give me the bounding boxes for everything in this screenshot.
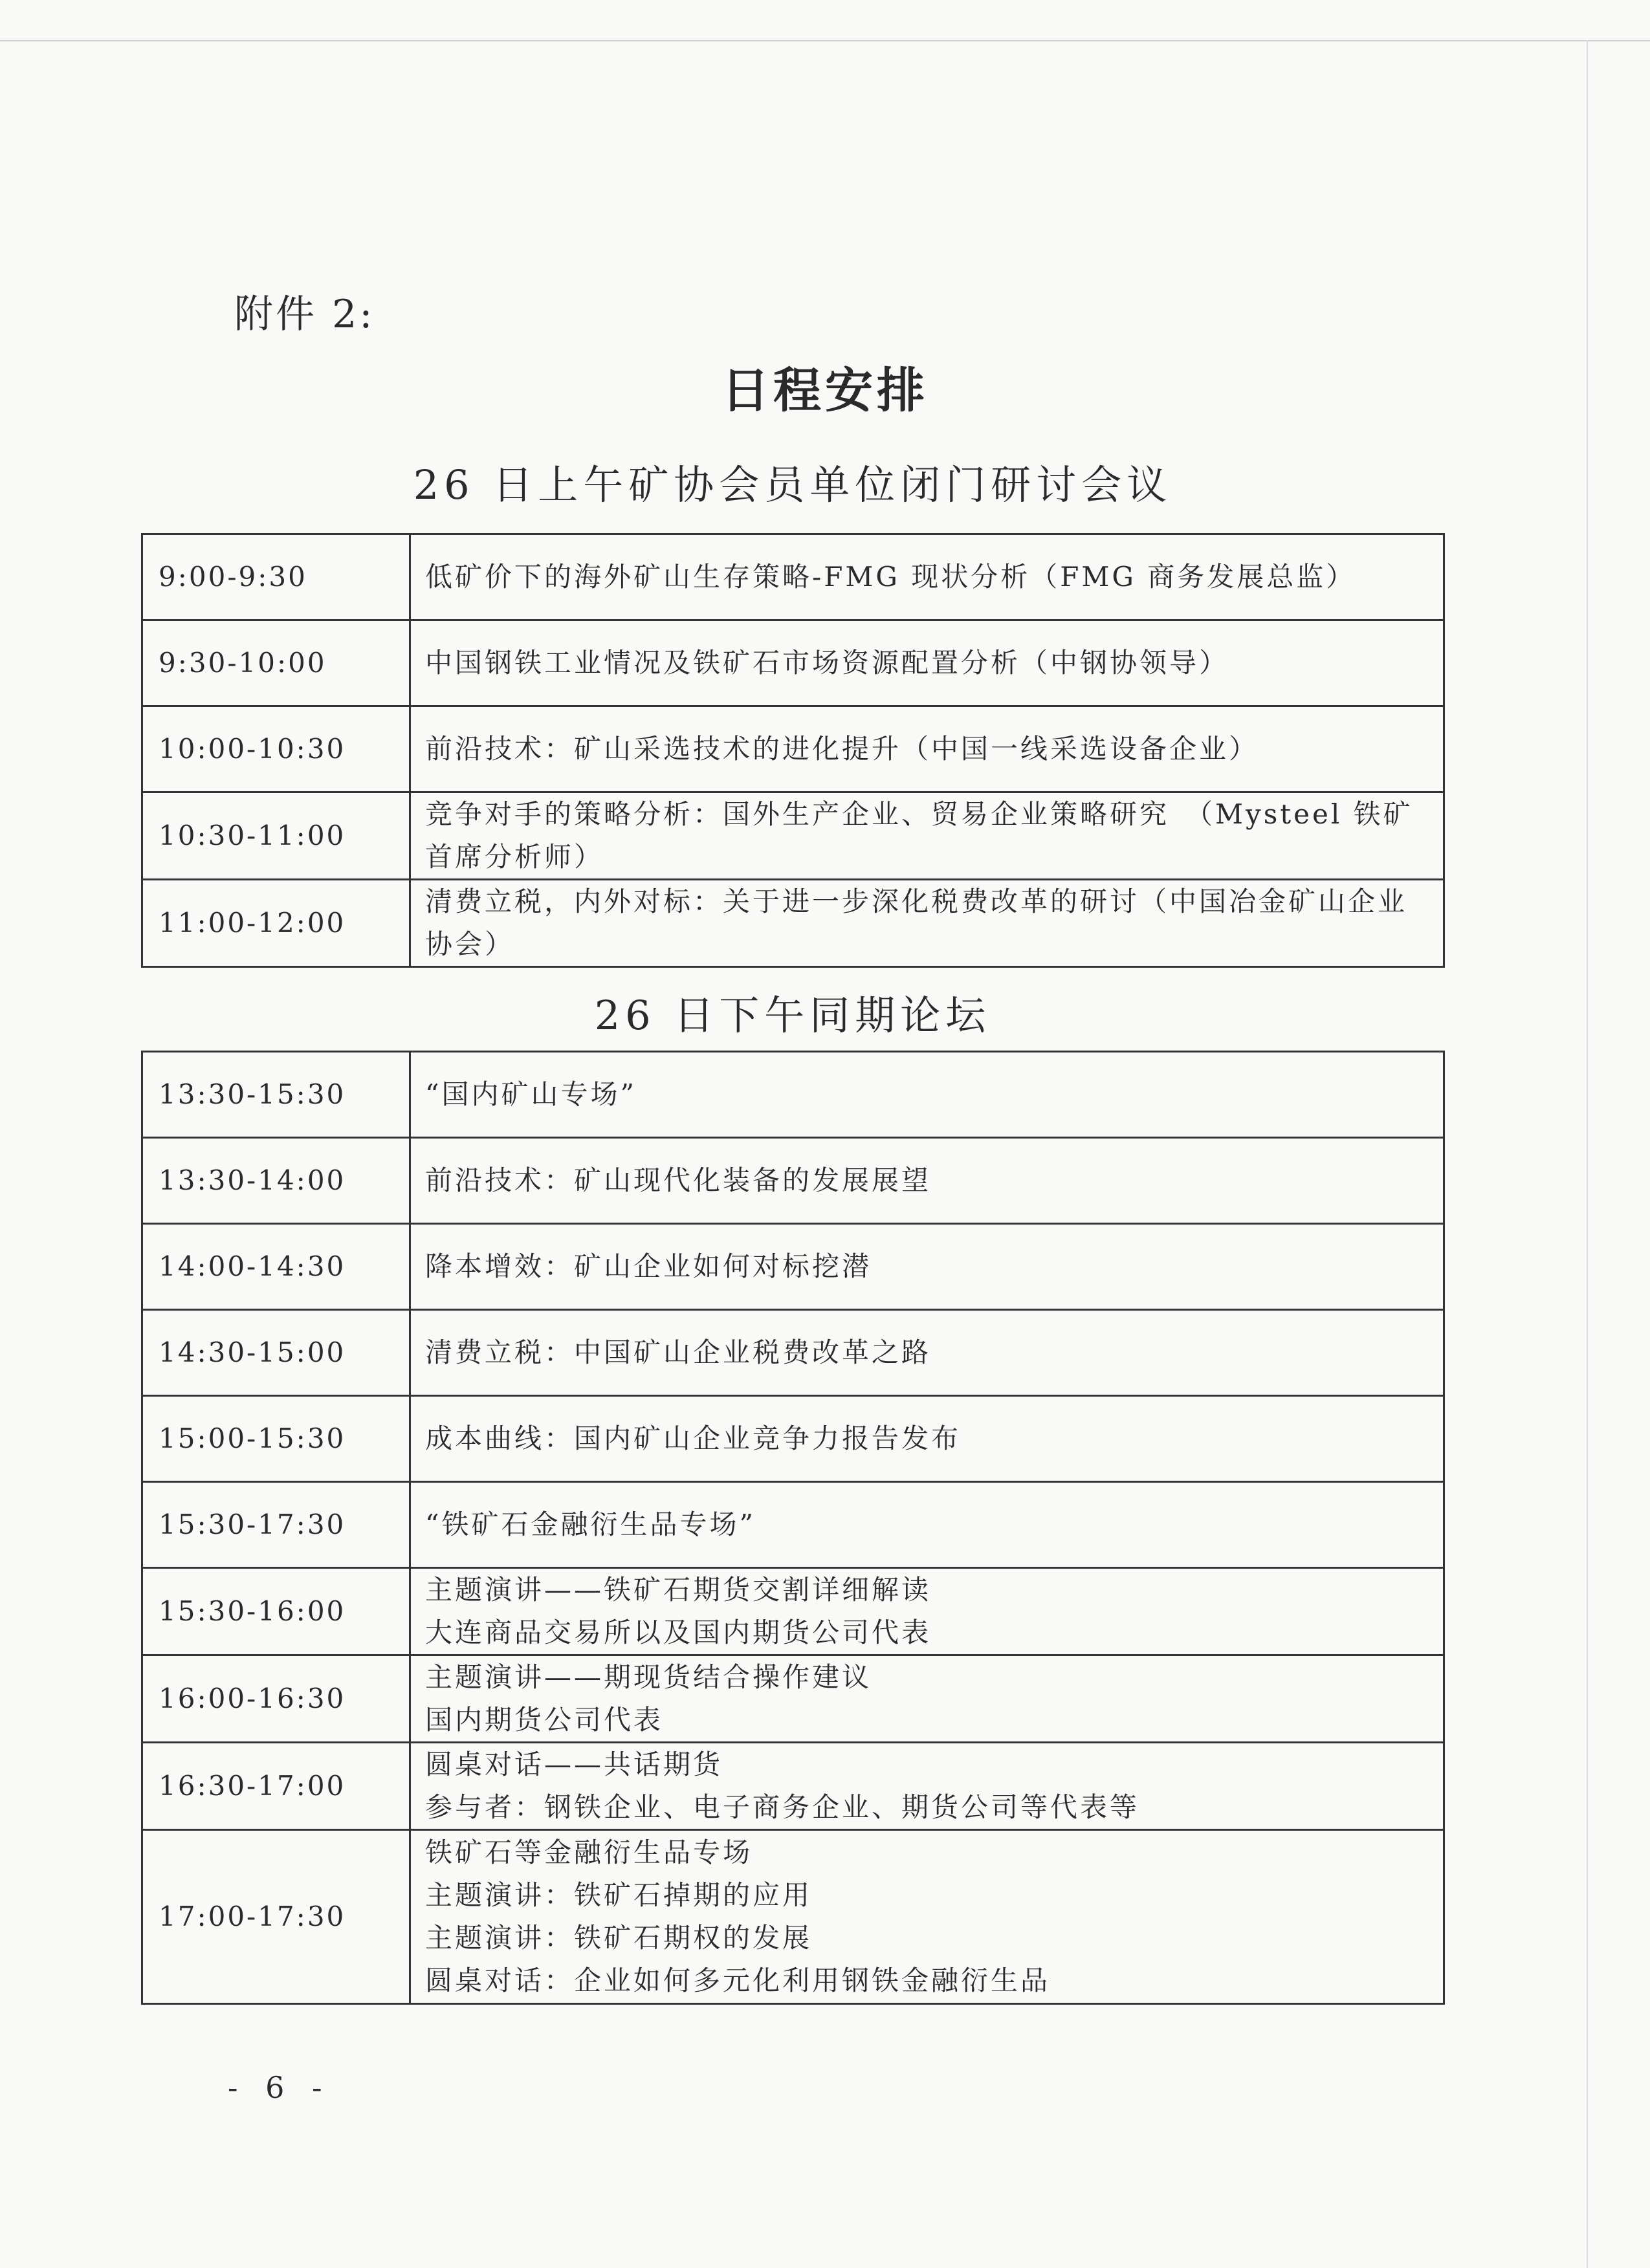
agenda-line: 清费立税：中国矿山企业税费改革之路 xyxy=(425,1336,932,1368)
agenda-line: 低矿价下的海外矿山生存策略-FMG 现状分析（FMG 商务发展总监） xyxy=(425,561,1356,593)
agenda-line: 降本增效：矿山企业如何对标挖潜 xyxy=(425,1250,872,1282)
agenda-line: 主题演讲——期现货结合操作建议 xyxy=(425,1661,872,1693)
agenda-cell xyxy=(410,1568,1444,1655)
agenda-line: “铁矿石金融衍生品专场” xyxy=(425,1509,756,1540)
agenda-line: 大连商品交易所以及国内期货公司代表 xyxy=(425,1617,932,1648)
page-number: - 6 - xyxy=(228,2070,331,2105)
time-cell: 9:00-9:30 xyxy=(142,534,410,620)
agenda-cell xyxy=(410,1830,1444,2004)
time-cell: 17:00-17:30 xyxy=(142,1830,410,2004)
table-row xyxy=(142,620,1444,706)
table-row xyxy=(142,706,1444,792)
table-row xyxy=(142,880,1444,967)
agenda-line: 清费立税，内外对标：关于进一步深化税费改革的研讨（中国冶金矿山企业协会） xyxy=(425,886,1408,960)
table-row xyxy=(142,534,1444,620)
time-cell: 16:00-16:30 xyxy=(142,1655,410,1743)
time-cell: 14:00-14:30 xyxy=(142,1224,410,1310)
agenda-line: 圆桌对话——共话期货 xyxy=(425,1749,723,1780)
afternoon-schedule-table xyxy=(141,1051,1445,2005)
time-cell: 13:30-14:00 xyxy=(142,1138,410,1224)
agenda-line: 铁矿石等金融衍生品专场 xyxy=(425,1837,753,1868)
table-row xyxy=(142,1310,1444,1396)
time-cell: 13:30-15:30 xyxy=(142,1052,410,1138)
morning-schedule-table xyxy=(141,533,1445,968)
agenda-line: 主题演讲：铁矿石期权的发展 xyxy=(425,1922,813,1954)
page-top-edge xyxy=(0,40,1650,41)
table-row xyxy=(142,792,1444,880)
agenda-cell xyxy=(410,1743,1444,1830)
time-cell: 9:30-10:00 xyxy=(142,620,410,706)
agenda-cell xyxy=(410,620,1444,706)
time-cell: 15:30-17:30 xyxy=(142,1482,410,1568)
time-cell: 11:00-12:00 xyxy=(142,880,410,967)
agenda-line: 成本曲线：国内矿山企业竞争力报告发布 xyxy=(425,1423,962,1454)
time-cell: 14:30-15:00 xyxy=(142,1310,410,1396)
table-row xyxy=(142,1138,1444,1224)
agenda-line: “国内矿山专场” xyxy=(425,1078,637,1110)
table-row xyxy=(142,1743,1444,1830)
agenda-cell xyxy=(410,1396,1444,1482)
agenda-line: 圆桌对话：企业如何多元化利用钢铁金融衍生品 xyxy=(425,1965,1051,1996)
table-row xyxy=(142,1224,1444,1310)
time-cell: 10:30-11:00 xyxy=(142,792,410,880)
attachment-label: 附件 2: xyxy=(234,292,375,337)
table-row xyxy=(142,1655,1444,1743)
agenda-line: 前沿技术：矿山采选技术的进化提升（中国一线采选设备企业） xyxy=(425,733,1259,765)
table-row xyxy=(142,1482,1444,1568)
agenda-line: 主题演讲：铁矿石掉期的应用 xyxy=(425,1879,813,1911)
agenda-line: 参与者：钢铁企业、电子商务企业、期货公司等代表等 xyxy=(425,1791,1140,1823)
table-row xyxy=(142,1052,1444,1138)
table-row xyxy=(142,1830,1444,2004)
agenda-line: 中国钢铁工业情况及铁矿石市场资源配置分析（中钢协领导） xyxy=(425,647,1229,679)
agenda-line: 竞争对手的策略分析：国外生产企业、贸易企业策略研究 （Mysteel 铁矿首席分析师） xyxy=(425,798,1413,873)
time-cell: 15:30-16:00 xyxy=(142,1568,410,1655)
agenda-cell xyxy=(410,1310,1444,1396)
agenda-line: 前沿技术：矿山现代化装备的发展展望 xyxy=(425,1164,932,1196)
table-row xyxy=(142,1396,1444,1482)
table-row xyxy=(142,1568,1444,1655)
agenda-cell xyxy=(410,792,1444,880)
agenda-cell xyxy=(410,1138,1444,1224)
time-cell: 15:00-15:30 xyxy=(142,1396,410,1482)
agenda-cell xyxy=(410,880,1444,967)
morning-section-title: 26 日上午矿协会员单位闭门研讨会议 xyxy=(413,461,1172,508)
time-cell: 10:00-10:30 xyxy=(142,706,410,792)
agenda-cell xyxy=(410,706,1444,792)
time-cell: 16:30-17:00 xyxy=(142,1743,410,1830)
agenda-cell xyxy=(410,1224,1444,1310)
document-title: 日程安排 xyxy=(721,363,929,419)
agenda-cell xyxy=(410,1052,1444,1138)
agenda-line: 主题演讲——铁矿石期货交割详细解读 xyxy=(425,1574,932,1606)
afternoon-section-title: 26 日下午同期论坛 xyxy=(594,992,991,1039)
agenda-cell xyxy=(410,1655,1444,1743)
agenda-line: 国内期货公司代表 xyxy=(425,1704,664,1736)
agenda-cell xyxy=(410,1482,1444,1568)
agenda-cell xyxy=(410,534,1444,620)
